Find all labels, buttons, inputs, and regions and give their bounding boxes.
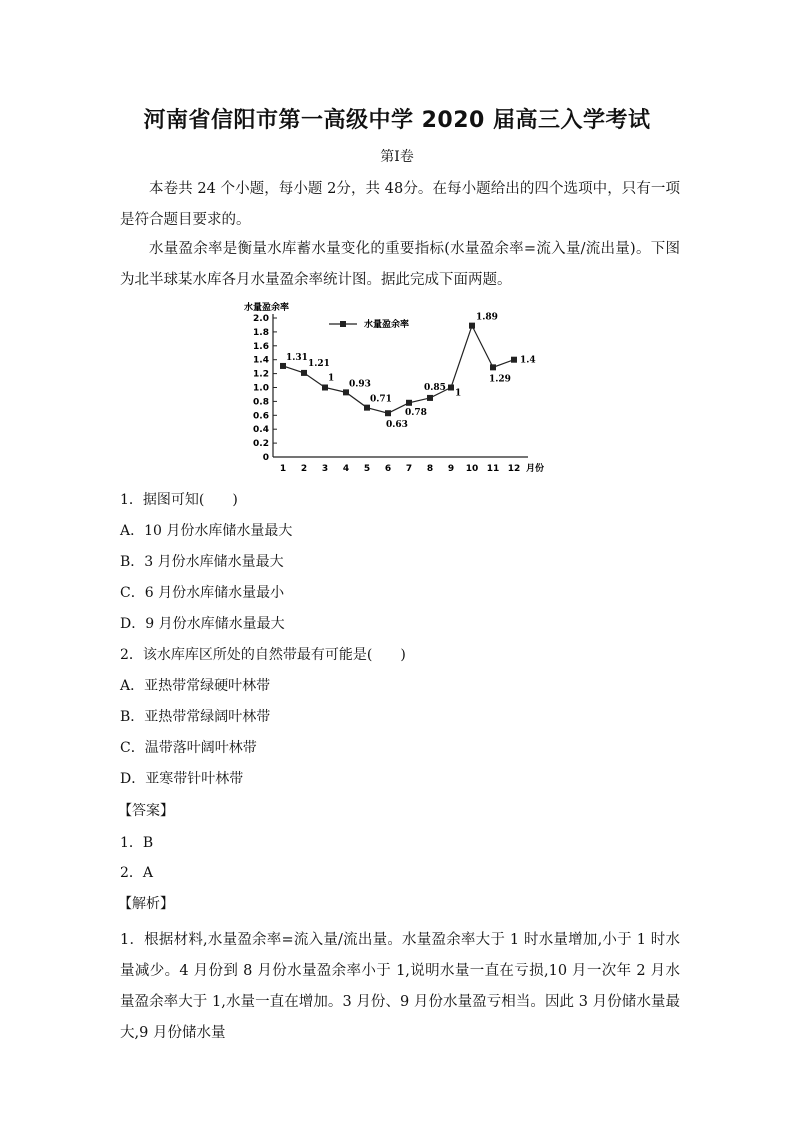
question-2-stem: 2．该水库库区所处的自然带最有可能是( ): [120, 647, 406, 663]
question-1-option-c: C．6 月份水库储水量最小: [120, 585, 285, 601]
y-tick-label: 0.4: [253, 425, 269, 436]
legend-label: 水量盈余率: [364, 320, 410, 330]
data-label: 0.85: [424, 382, 446, 393]
data-point: [322, 385, 328, 391]
data-point: [280, 363, 286, 369]
question-2-option-d: D．亚寒带针叶林带: [120, 771, 244, 787]
data-point: [364, 405, 370, 411]
x-axis-title: 月份: [526, 464, 545, 474]
data-label: 0.93: [349, 379, 371, 390]
question-2-option-c: C．温带落叶阔叶林带: [120, 740, 257, 756]
data-point: [511, 357, 517, 363]
x-tick-label: 8: [426, 464, 434, 474]
question-1-option-b: B．3 月份水库储水量最大: [120, 554, 284, 570]
y-tick-label: 0.6: [253, 411, 269, 422]
section-label: 第Ⅰ卷: [380, 149, 414, 165]
analysis-heading: 【解析】: [118, 896, 174, 912]
y-tick-label: 0: [262, 453, 269, 463]
x-tick-label: 3: [321, 464, 329, 474]
answer-1: 1．B: [120, 835, 154, 851]
y-axis-title: 水量盈余率: [244, 303, 290, 313]
legend-marker: [340, 321, 346, 327]
question-2-option-a: A．亚热带常绿硬叶林带: [120, 678, 271, 694]
data-label: 1.21: [308, 358, 330, 369]
series-line: [283, 326, 514, 414]
y-tick-label: 0.8: [253, 397, 269, 408]
material-paragraph: 水量盈余率是衡量水库蓄水量变化的重要指标(水量盈余率=流入量/流出量)。下图为北半球某水库各月水量盈余率统计图。据此完成下面两题。: [120, 241, 680, 288]
data-point: [427, 395, 433, 401]
x-tick-label: 9: [447, 464, 455, 474]
data-point: [406, 400, 412, 406]
data-label: 1.31: [286, 352, 308, 363]
y-tick-label: 0.2: [253, 439, 269, 450]
x-tick-label: 1: [279, 464, 287, 474]
data-label: 0.78: [405, 407, 427, 418]
y-tick-label: 1.2: [253, 369, 269, 380]
data-point: [469, 323, 475, 329]
x-tick-label: 10: [465, 464, 479, 474]
y-tick-label: 2.0: [253, 314, 269, 324]
data-point: [490, 364, 496, 370]
question-2-option-b: B．亚热带常绿阔叶林带: [120, 709, 271, 725]
y-tick-label: 1.4: [253, 355, 269, 366]
line-chart-canvas: [236, 298, 566, 476]
question-1-option-d: D．9 月份水库储水量最大: [120, 616, 285, 632]
question-1-stem: 1．据图可知( ): [120, 492, 238, 508]
y-tick-label: 1.0: [253, 383, 269, 394]
x-tick-label: 4: [342, 464, 350, 474]
analysis-text: 1．根据材料,水量盈余率=流入量/流出量。水量盈余率大于 1 时水量增加,小于 1 时水量减少。4 月份到 8 月份水量盈余率小于 1,说明水量一直在亏损,10 月一次年 2 月水量盈余率大于 1,水量一直在增加。3 月份、9 月份水量盈亏相当。因此 3 月份储水量最大,9 月份储水量: [120, 932, 680, 1041]
data-label: 1.4: [520, 355, 536, 366]
data-point: [343, 389, 349, 395]
data-label: 0.63: [386, 420, 408, 431]
x-tick-label: 7: [405, 464, 413, 474]
y-tick-label: 1.6: [253, 341, 269, 352]
data-point: [385, 410, 391, 416]
x-tick-label: 6: [384, 464, 392, 474]
chart-svg: [236, 298, 566, 476]
answer-heading: 【答案】: [118, 803, 174, 819]
x-tick-label: 11: [486, 464, 500, 474]
data-label: 0.71: [370, 394, 392, 405]
reservoir-chart: [236, 298, 566, 476]
y-tick-label: 1.8: [253, 327, 269, 338]
data-label: 1: [455, 388, 462, 399]
page-title: 河南省信阳市第一高级中学 2020 届高三入学考试: [143, 108, 651, 133]
x-tick-label: 5: [363, 464, 371, 474]
data-label: 1: [328, 373, 335, 384]
x-tick-label: 2: [300, 464, 308, 474]
data-label: 1.89: [476, 312, 498, 323]
data-label: 1.29: [489, 374, 511, 385]
answer-2: 2．A: [120, 865, 154, 881]
x-tick-label: 12: [507, 464, 521, 474]
intro-paragraph: 本卷共 24 个小题，每小题 2分，共 48分。在每小题给出的四个选项中，只有一项是符合题目要求的。: [120, 181, 680, 228]
data-point: [448, 385, 454, 391]
data-point: [301, 370, 307, 376]
question-1-option-a: A．10 月份水库储水量最大: [120, 523, 293, 539]
